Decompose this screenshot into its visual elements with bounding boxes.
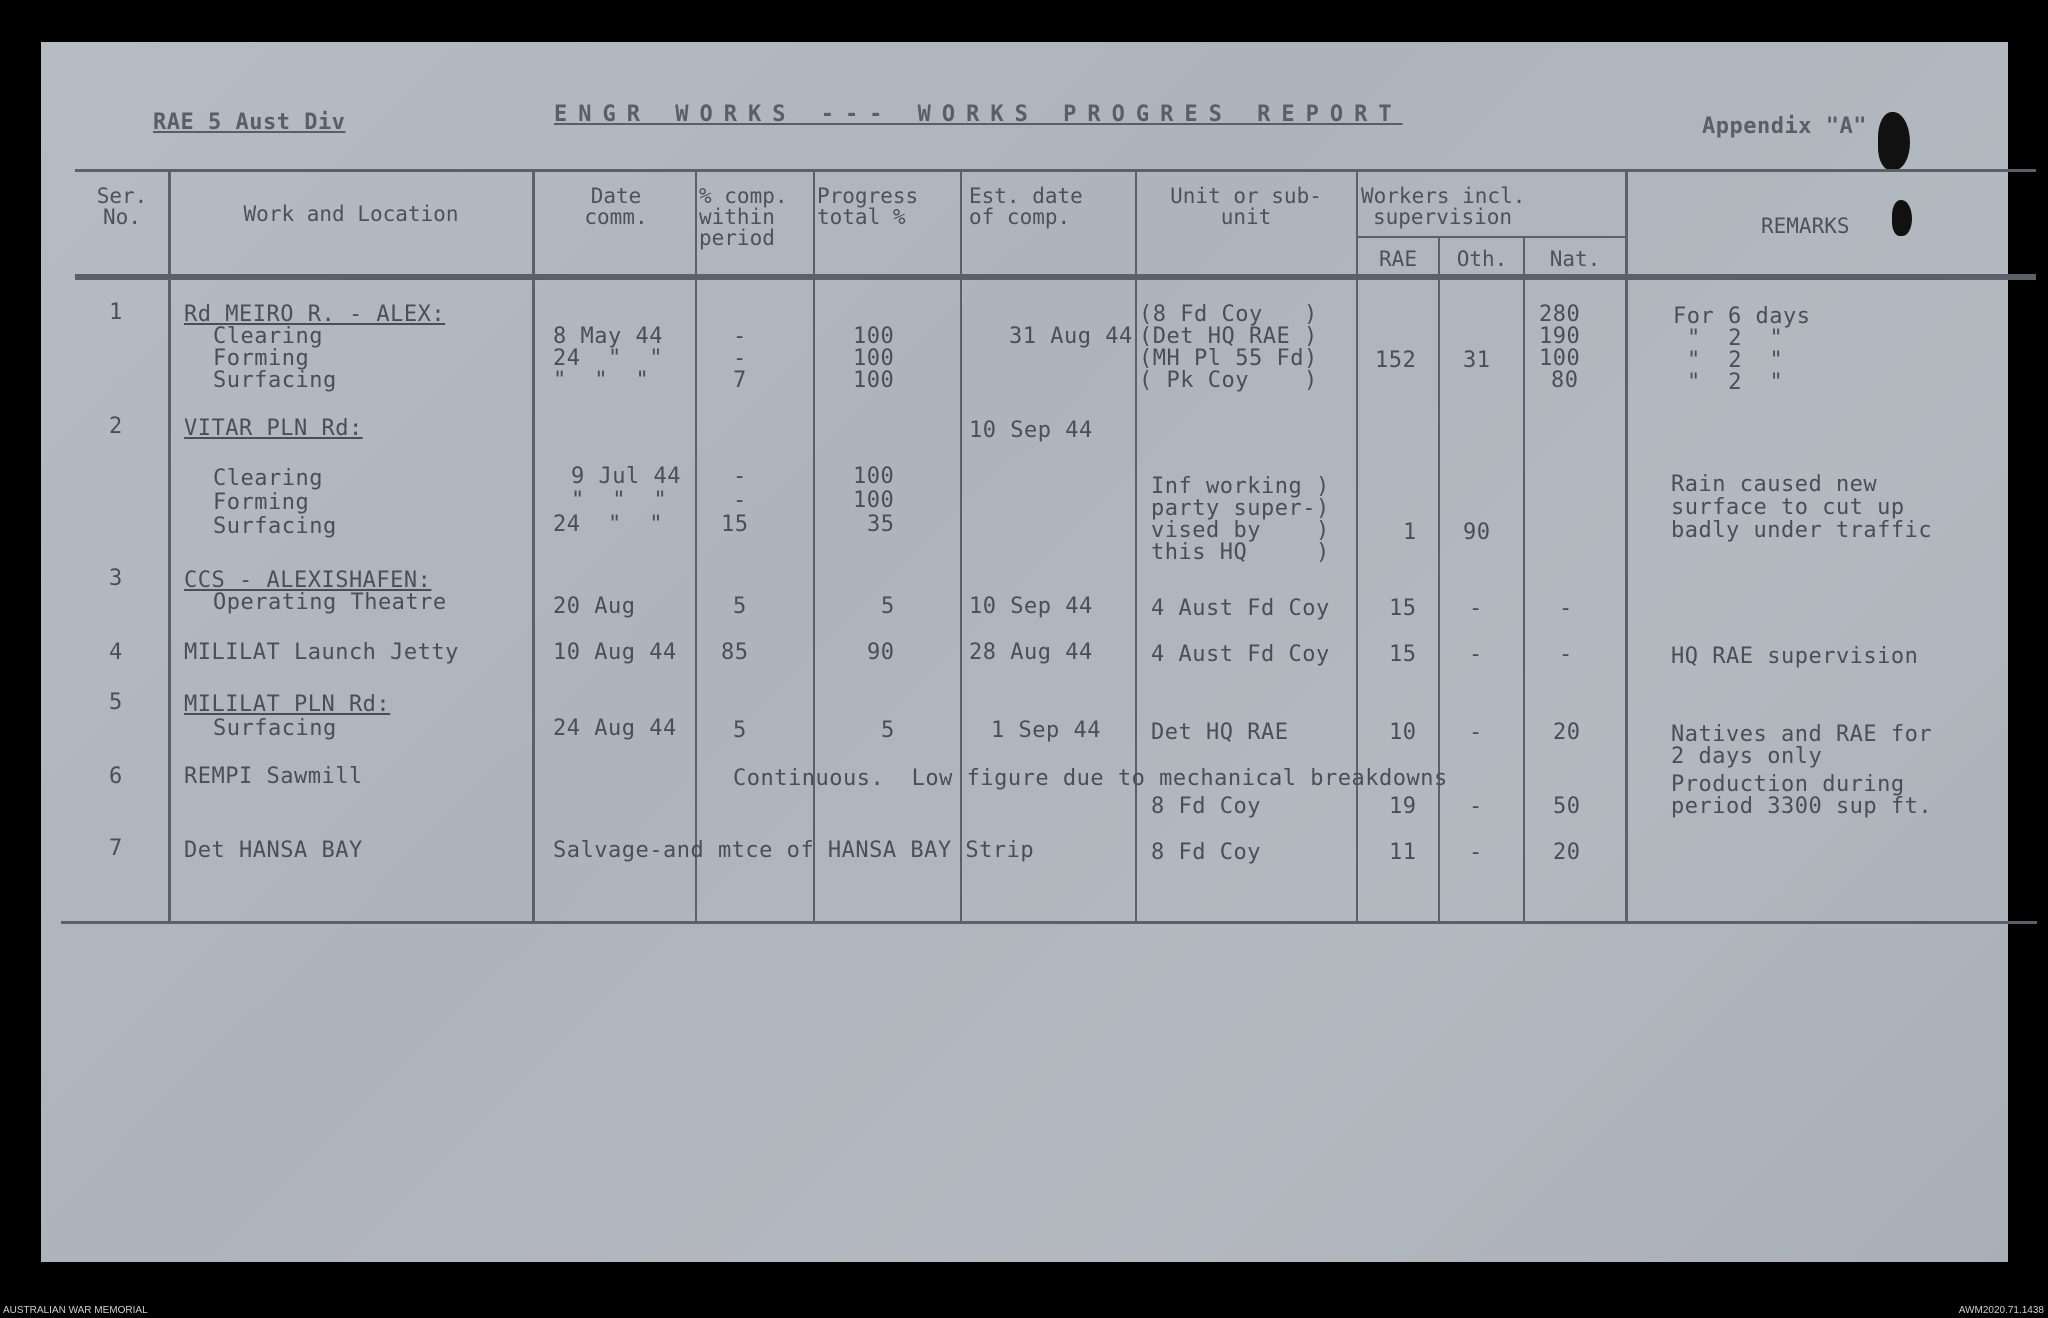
row2-remarks: Rain caused new: [1671, 472, 1878, 497]
row2-remarks: badly under traffic: [1671, 518, 1933, 543]
header-double-rule: [75, 274, 2036, 280]
row1-sub: Clearing: [213, 324, 323, 349]
col-unit-header: Unit or sub- unit: [1170, 184, 1322, 229]
workers-subheader-rule: [1357, 236, 1627, 238]
row1-remarks: " 2 ": [1687, 326, 1784, 351]
row6-remarks: period 3300 sup ft.: [1671, 794, 1933, 819]
row1-date: 24 " ": [553, 346, 663, 371]
col-progress-header: Progress total %: [817, 184, 919, 229]
row1-progress: 100: [853, 324, 895, 349]
ink-blot: [1878, 112, 1910, 170]
row2-date: 9 Jul 44: [571, 464, 681, 489]
row2-date: " " ": [571, 488, 668, 513]
row1-comp: -: [733, 346, 747, 371]
column-divider: [1523, 237, 1525, 922]
document-page: [41, 42, 2008, 1262]
row7-unit: 8 Fd Coy: [1151, 840, 1261, 865]
appendix-label: Appendix "A": [1702, 114, 1867, 139]
row5-comp: 5: [733, 718, 747, 743]
row4-oth: -: [1469, 642, 1483, 667]
row5-rae: 10: [1389, 720, 1417, 745]
row6-oth: -: [1469, 794, 1483, 819]
row3-progress: 5: [881, 594, 895, 619]
row1-progress: 100: [853, 346, 895, 371]
col-remarks-header: REMARKS: [1761, 214, 1850, 238]
row1-nat: 280: [1539, 302, 1581, 327]
row3-unit: 4 Aust Fd Coy: [1151, 596, 1330, 621]
row1-nat: 190: [1539, 324, 1581, 349]
row1-remarks: " 2 ": [1687, 348, 1784, 373]
row1-work-title: Rd MEIRO R. - ALEX:: [184, 302, 446, 327]
row1-remarks: " 2 ": [1687, 370, 1784, 395]
row3-sub: Operating Theatre: [213, 590, 447, 615]
column-divider: [695, 170, 697, 922]
row3-ser: 3: [109, 566, 123, 591]
row6-work-title: REMPI Sawmill: [184, 764, 363, 789]
report-title: ENGR WORKS --- WORKS PROGRES REPORT: [554, 102, 1403, 127]
row1-progress: 100: [853, 368, 895, 393]
row2-unit: this HQ ): [1151, 540, 1330, 565]
row7-nat: 20: [1553, 840, 1581, 865]
row1-sub: Forming: [213, 346, 310, 371]
row2-comp: 15: [721, 512, 749, 537]
row1-oth: 31: [1463, 348, 1491, 373]
row1-sub: Surfacing: [213, 368, 337, 393]
row2-sub: Clearing: [213, 466, 323, 491]
row1-date: " " ": [553, 368, 650, 393]
column-divider: [1356, 170, 1358, 922]
row4-comp: 85: [721, 640, 749, 665]
row4-date: 10 Aug 44: [553, 640, 677, 665]
row5-ser: 5: [109, 690, 123, 715]
accession-number: AWM2020.71.1438: [1958, 1305, 2044, 1316]
row5-remarks: 2 days only: [1671, 744, 1823, 769]
row5-sub: Surfacing: [213, 716, 337, 741]
row1-unit: (8 Fd Coy ): [1139, 302, 1318, 327]
col-workers-header: Workers incl. supervision: [1361, 184, 1526, 229]
row4-remarks: HQ RAE supervision: [1671, 644, 1919, 669]
row1-unit: ( Pk Coy ): [1139, 368, 1318, 393]
row4-progress: 90: [867, 640, 895, 665]
row2-comp: -: [733, 488, 747, 513]
row4-est: 28 Aug 44: [969, 640, 1093, 665]
row2-ser: 2: [109, 414, 123, 439]
row2-progress: 100: [853, 464, 895, 489]
row1-nat: 100: [1539, 346, 1581, 371]
row5-progress: 5: [881, 718, 895, 743]
row7-note: Salvage-and mtce of HANSA BAY Strip: [553, 838, 1035, 863]
row3-work-title: CCS - ALEXISHAFEN:: [184, 568, 432, 593]
row2-progress: 35: [867, 512, 895, 537]
row2-sub: Surfacing: [213, 514, 337, 539]
row2-unit: Inf working ): [1151, 474, 1330, 499]
row2-rae: 1: [1403, 520, 1417, 545]
row2-date: 24 " ": [553, 512, 663, 537]
column-divider: [1438, 237, 1440, 922]
row5-date: 24 Aug 44: [553, 716, 677, 741]
column-divider: [960, 170, 962, 922]
row6-ser: 6: [109, 764, 123, 789]
row3-rae: 15: [1389, 596, 1417, 621]
row7-work-title: Det HANSA BAY: [184, 838, 363, 863]
row1-remarks: For 6 days: [1673, 304, 1811, 329]
column-divider: [532, 170, 535, 922]
row2-est: 10 Sep 44: [969, 418, 1093, 443]
row1-rae: 152: [1375, 348, 1417, 373]
row7-ser: 7: [109, 836, 123, 861]
col-oth-header: Oth.: [1456, 247, 1508, 271]
col-nat-header: Nat.: [1549, 247, 1601, 271]
row6-remarks: Production during: [1671, 772, 1905, 797]
row5-remarks: Natives and RAE for: [1671, 722, 1933, 747]
row1-unit: (Det HQ RAE ): [1139, 324, 1318, 349]
col-comp-header: % comp. within period: [699, 184, 788, 250]
row4-nat: -: [1559, 642, 1573, 667]
row3-date: 20 Aug: [553, 594, 636, 619]
row6-note: Continuous. Low figure due to mechanical breakdowns: [733, 766, 1448, 791]
row1-date: 8 May 44: [553, 324, 663, 349]
unit-heading: RAE 5 Aust Div: [153, 110, 346, 135]
column-divider: [1625, 170, 1628, 922]
row2-progress: 100: [853, 488, 895, 513]
row2-comp: -: [733, 464, 747, 489]
col-date-header: Date comm.: [584, 184, 648, 229]
column-divider: [1135, 170, 1137, 922]
row6-nat: 50: [1553, 794, 1581, 819]
row1-nat: 80: [1551, 368, 1579, 393]
row2-unit: vised by ): [1151, 518, 1330, 543]
row5-work-title: MILILAT PLN Rd:: [184, 692, 391, 717]
archive-credit: AUSTRALIAN WAR MEMORIAL: [3, 1305, 148, 1316]
row2-remarks: surface to cut up: [1671, 495, 1905, 520]
row1-comp: 7: [733, 368, 747, 393]
row5-est: 1 Sep 44: [991, 718, 1101, 743]
row1-est: 31 Aug 44: [1009, 324, 1133, 349]
row2-unit: party super-): [1151, 496, 1330, 521]
row3-comp: 5: [733, 594, 747, 619]
table-bottom-rule: [61, 921, 2037, 924]
row1-comp: -: [733, 324, 747, 349]
col-est-header: Est. date of comp.: [969, 184, 1083, 229]
row1-ser: 1: [109, 300, 123, 325]
row3-est: 10 Sep 44: [969, 594, 1093, 619]
row5-nat: 20: [1553, 720, 1581, 745]
col-rae-header: RAE: [1379, 247, 1417, 271]
table-top-rule: [75, 169, 2036, 172]
row4-work-title: MILILAT Launch Jetty: [184, 640, 459, 665]
row3-oth: -: [1469, 596, 1483, 621]
row2-work-title: VITAR PLN Rd:: [184, 416, 363, 441]
column-divider: [813, 170, 815, 922]
row4-unit: 4 Aust Fd Coy: [1151, 642, 1330, 667]
column-divider: [168, 170, 171, 922]
row5-oth: -: [1469, 720, 1483, 745]
col-work-header: Work and Location: [243, 202, 459, 226]
row2-sub: Forming: [213, 490, 310, 515]
row6-unit: 8 Fd Coy: [1151, 794, 1261, 819]
row2-oth: 90: [1463, 520, 1491, 545]
col-ser-header: Ser. No.: [96, 184, 148, 229]
row1-unit: (MH Pl 55 Fd): [1139, 346, 1318, 371]
row5-unit: Det HQ RAE: [1151, 720, 1289, 745]
row6-rae: 19: [1389, 794, 1417, 819]
row7-rae: 11: [1389, 840, 1417, 865]
row3-nat: -: [1559, 596, 1573, 621]
row4-ser: 4: [109, 640, 123, 665]
row4-rae: 15: [1389, 642, 1417, 667]
row7-oth: -: [1469, 840, 1483, 865]
